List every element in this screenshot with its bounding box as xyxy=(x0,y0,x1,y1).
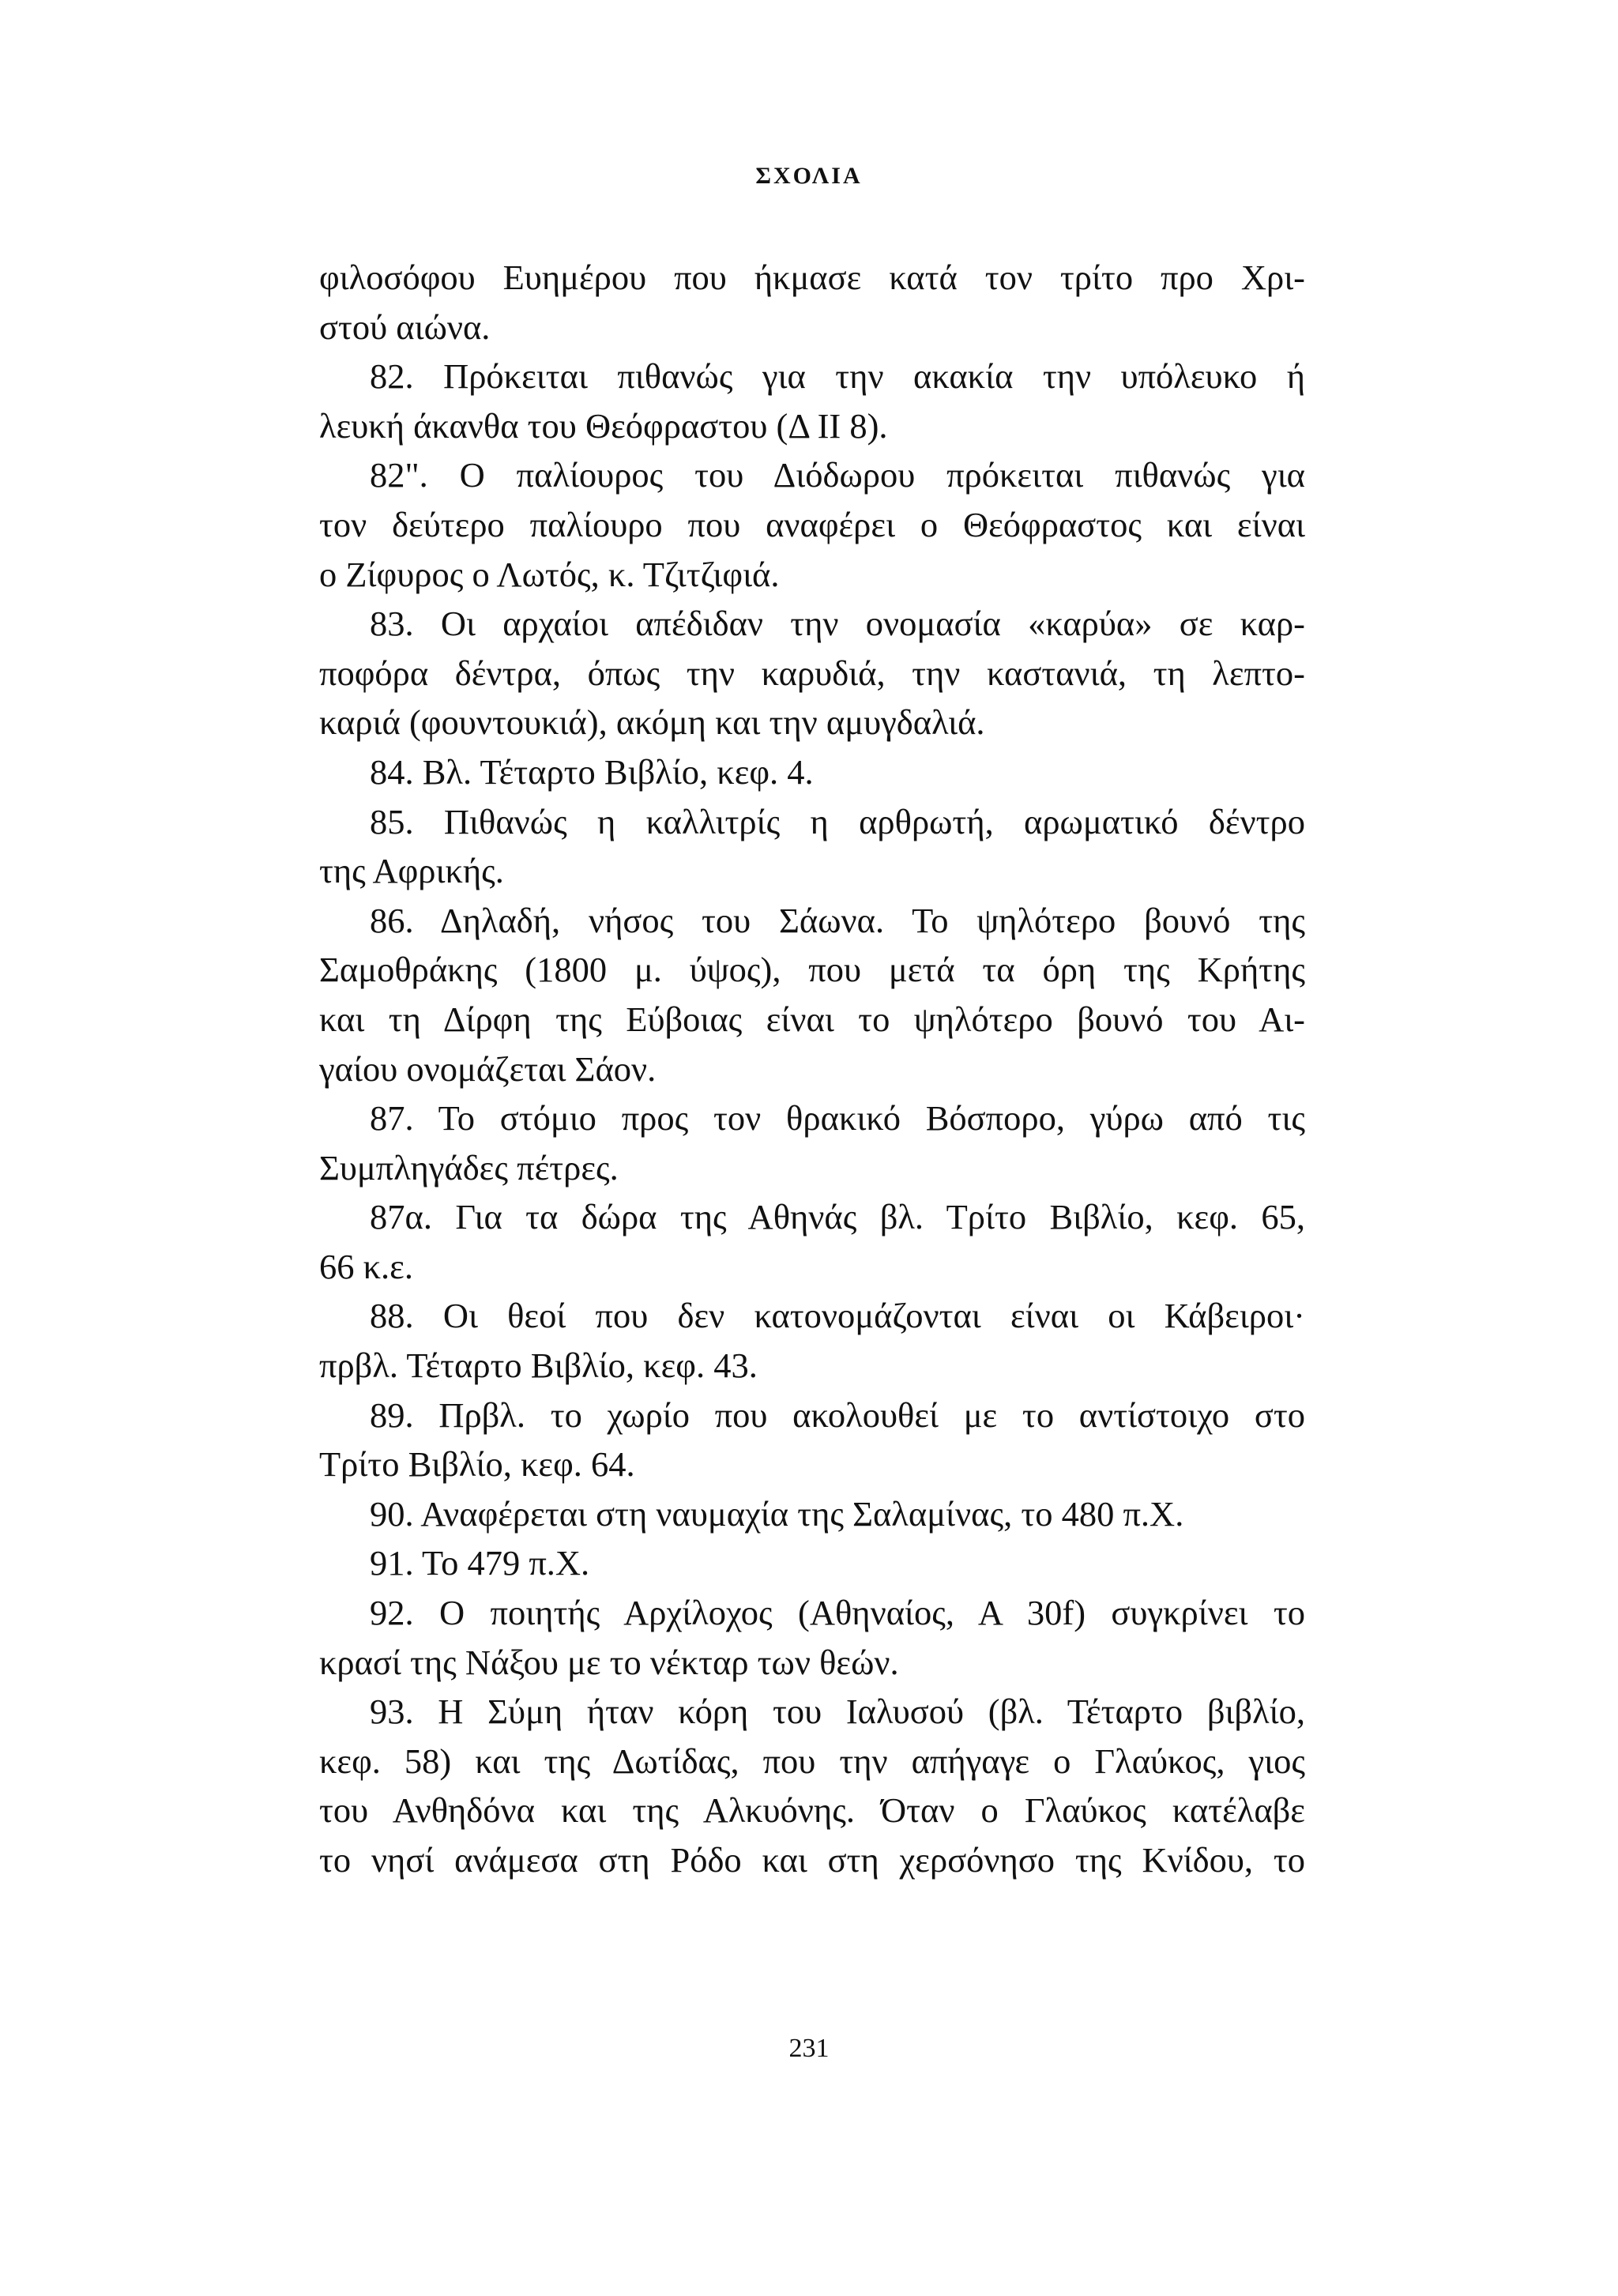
text-line: γαίου ονομάζεται Σάον. xyxy=(319,1048,657,1089)
text-line: 88. Οι θεοί που δεν κατονομάζονται είναι οι Κάβειροι· xyxy=(370,1296,1305,1336)
text-line: 82. Πρόκειται πιθανώς για την ακακία την υπόλευκο ή xyxy=(370,356,1305,397)
text-line: Συμπληγάδες πέτρες. xyxy=(319,1147,619,1188)
text-line: 89. Πρβλ. το χωρίο που ακολουθεί με το αντίστοιχο στο xyxy=(370,1395,1305,1435)
text-line: 83. Οι αρχαίοι απέδιδαν την ονομασία «καρύα» σε καρ- xyxy=(370,604,1305,644)
text-line: 91. Το 479 π.Χ. xyxy=(370,1543,590,1583)
text-line: 90. Αναφέρεται στη ναυμαχία της Σαλαμίνας, το 480 π.Χ. xyxy=(370,1493,1184,1534)
text-line: καριά (φουντουκιά), ακόμη και την αμυγδαλιά. xyxy=(319,702,985,743)
text-line: 93. Η Σύμη ήταν κόρη του Ιαλυσού (βλ. Τέταρτο βιβλίο, xyxy=(370,1692,1305,1732)
text-line: Σαμοθράκης (1800 μ. ύψος), που μετά τα όρη της Κρήτης xyxy=(319,950,1305,990)
text-line: στού αιώνα. xyxy=(319,307,491,347)
text-line: τον δεύτερο παλίουρο που αναφέρει ο Θεόφραστος και είναι xyxy=(319,504,1305,544)
text-line: ο Ζίφυρος ο Λωτός, κ. Τζιτζιφιά. xyxy=(319,554,780,594)
text-line: κρασί της Νάξου με το νέκταρ των θεών. xyxy=(319,1642,899,1682)
text-line: της Αφρικής. xyxy=(319,851,504,891)
text-line: φιλοσόφου Ευημέρου που ήκμασε κατά τον τρίτο προ Χρι- xyxy=(319,258,1305,297)
text-line: κεφ. 58) και της Δωτίδας, που την απήγαγε ο Γλαύκος, γιος xyxy=(319,1741,1305,1781)
text-line: 86. Δηλαδή, νήσος του Σάωνα. Το ψηλότερο βουνό της xyxy=(370,900,1305,940)
text-line: Τρίτο Βιβλίο, κεφ. 64. xyxy=(319,1444,635,1485)
text-line: λευκή άκανθα του Θεόφραστου (Δ ΙΙ 8). xyxy=(319,405,888,446)
text-line: 85. Πιθανώς η καλλιτρίς η αρθρωτή, αρωματικό δέντρο xyxy=(370,801,1305,841)
text-line: 87α. Για τα δώρα της Αθηνάς βλ. Τρίτο Βιβλίο, κεφ. 65, xyxy=(370,1197,1305,1237)
text-line: 87. Το στόμιο προς τον θρακικό Βόσπορο, γύρω από τις xyxy=(370,1098,1305,1139)
text-line: πρβλ. Τέταρτο Βιβλίο, κεφ. 43. xyxy=(319,1346,758,1386)
running-head-title: ΣΧΟΛΙΑ xyxy=(755,163,863,189)
text-line: 66 κ.ε. xyxy=(319,1246,413,1286)
text-line: 82". Ο παλίουρος του Διόδωρου πρόκειται πιθανώς για xyxy=(370,455,1305,495)
text-line: το νησί ανάμεσα στη Ρόδο και στη χερσόνησο της Κνίδου, το xyxy=(319,1840,1305,1880)
text-line: ποφόρα δέντρα, όπως την καρυδιά, την καστανιά, τη λεπτο- xyxy=(319,653,1305,693)
notes-text-block xyxy=(319,253,1305,1885)
page-number: 231 xyxy=(788,2034,830,2063)
text-line: και τη Δίρφη της Εύβοιας είναι το ψηλότερο βουνό του Αι- xyxy=(319,999,1305,1039)
text-line: του Ανθηδόνα και της Αλκυόνης. Όταν ο Γλαύκος κατέλαβε xyxy=(319,1790,1305,1831)
text-line: 92. Ο ποιητής Αρχίλοχος (Αθηναίος, Α 30f) συγκρίνει το xyxy=(370,1593,1305,1633)
text-line: 84. Βλ. Τέταρτο Βιβλίο, κεφ. 4. xyxy=(370,751,814,792)
